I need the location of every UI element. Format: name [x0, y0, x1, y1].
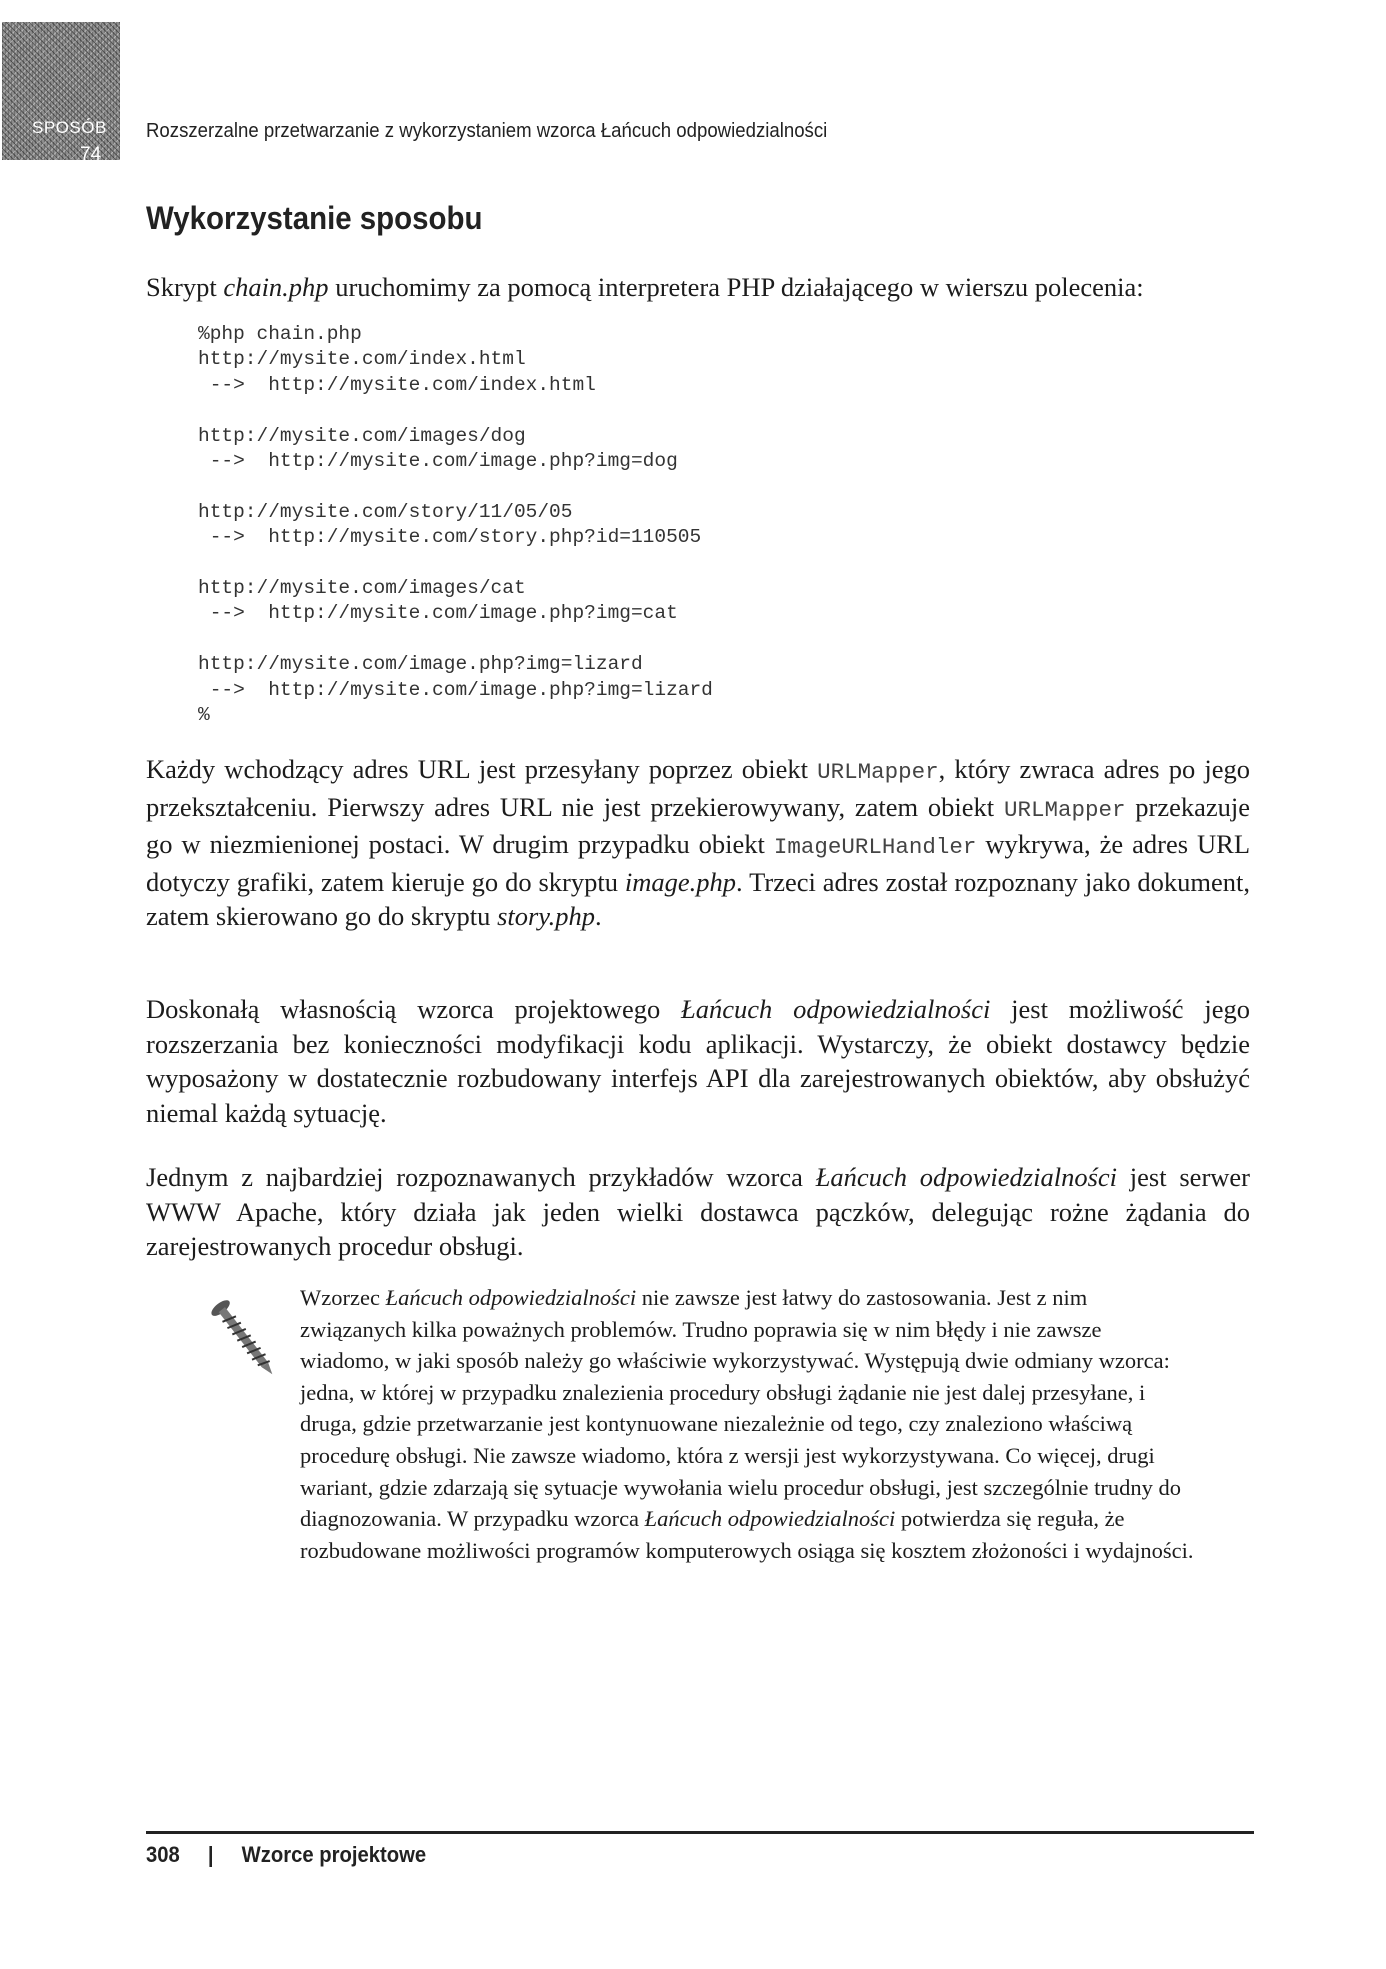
- code-block: %php chain.php http://mysite.com/index.html --> http://mysite.com/index.html http://mysite.com/images/dog --> http://mysite.com/image.php?img=dog http://mysite.com/story/11/05/05 --> http://mysite.com/story.php?id=110505 http://mysite.com/images/cat --> http://mysite.com/image.php?img=cat http://mysite.com/image.php?img=lizard --> http://mysite.com/image.php?img=lizard %: [198, 323, 713, 727]
- paragraph-apache: Jednym z najbardziej rozpoznawanych przykładów wzorca Łańcuch odpowiedzialności jest serwer WWW Apache, który działa jak jeden wielki dostawca pączków, delegując rożne żądania do zarejestrowanych procedur obsługi.: [146, 1162, 1250, 1261]
- inline-code: ImageURLHandler: [773, 834, 977, 860]
- footer-rule: [146, 1831, 1254, 1834]
- section-title: Wykorzystanie sposobu: [146, 200, 483, 236]
- page-number: 308: [146, 1842, 180, 1867]
- badge-label: SPOSÓB: [32, 118, 107, 137]
- inline-code: URLMapper: [1003, 796, 1126, 823]
- running-head: Rozszerzalne przetwarzanie z wykorzystaniem wzorca Łańcuch odpowiedzialności: [146, 120, 828, 142]
- file-name: chain.php: [223, 272, 329, 302]
- page-footer: [146, 1842, 426, 1868]
- hack-badge: [2, 22, 120, 165]
- footer-separator: |: [207, 1842, 214, 1867]
- note-text: Wzorzec Łańcuch odpowiedzialności nie zawsze jest łatwy do zastosowania. Jest z nim związanych kilka poważnych problemów. Trudno poprawia się w nim błędy i nie zawsze wiadomo, w jaki sposób należy go właściwie wykorzystywać. Występują dwie odmiany wzorca: jedna, w której w przypadku znalezienia procedury obsługi żądanie nie jest dalej przesyłane, i druga, gdzie przetwarzanie jest kontynuowane niezależnie od tego, czy znaleziono właściwą procedurę obsługi. Nie zawsze wiadomo, która z wersji jest wykorzystywana. Co więcej, drugi wariant, gdzie zdarzają się sytuacje wywołania wielu procedur obsługi, jest szczególnie trudny do diagnozowania. W przypadku wzorca Łańcuch odpowiedzialności potwierdza się reguła, że rozbudowane możliwości programów komputerowych osiąga się kosztem złożoności i wydajności.: [300, 1285, 1194, 1563]
- paragraph-extensibility: Doskonałą własnością wzorca projektowego Łańcuch odpowiedzialności jest możliwość jego rozszerzania bez konieczności modyfikacji kodu aplikacji. Wystarczy, że obiekt dostawcy będzie wyposażony w dostatecznie rozbudowany interfejs API dla zarejestrowanych obiektów, aby obsłużyć niemal każdą sytuację.: [146, 994, 1250, 1128]
- intro-paragraph: Skrypt chain.php uruchomimy za pomocą interpretera PHP działającego w wierszu polecenia:: [146, 272, 1144, 302]
- badge-number: 74: [80, 144, 102, 165]
- paragraph-urlmapper: Każdy wchodzący adres URL jest przesyłany poprzez obiekt URLMapper, który zwraca adres po jego przekształceniu. Pierwszy adres URL nie jest przekierowywany, zatem obiekt URLMapper przekazuje go w niezmienionej postaci. W drugim przypadku obiekt ImageURLHandler wykrywa, że adres URL dotyczy grafiki, zatem kieruje go do skryptu image.php. Trzeci adres został rozpoznany jako dokument, zatem skierowano go do skryptu story.php.: [146, 754, 1251, 931]
- book-title: Wzorce projektowe: [241, 1842, 427, 1867]
- inline-code: URLMapper: [817, 759, 939, 785]
- screw-icon: [204, 1290, 284, 1386]
